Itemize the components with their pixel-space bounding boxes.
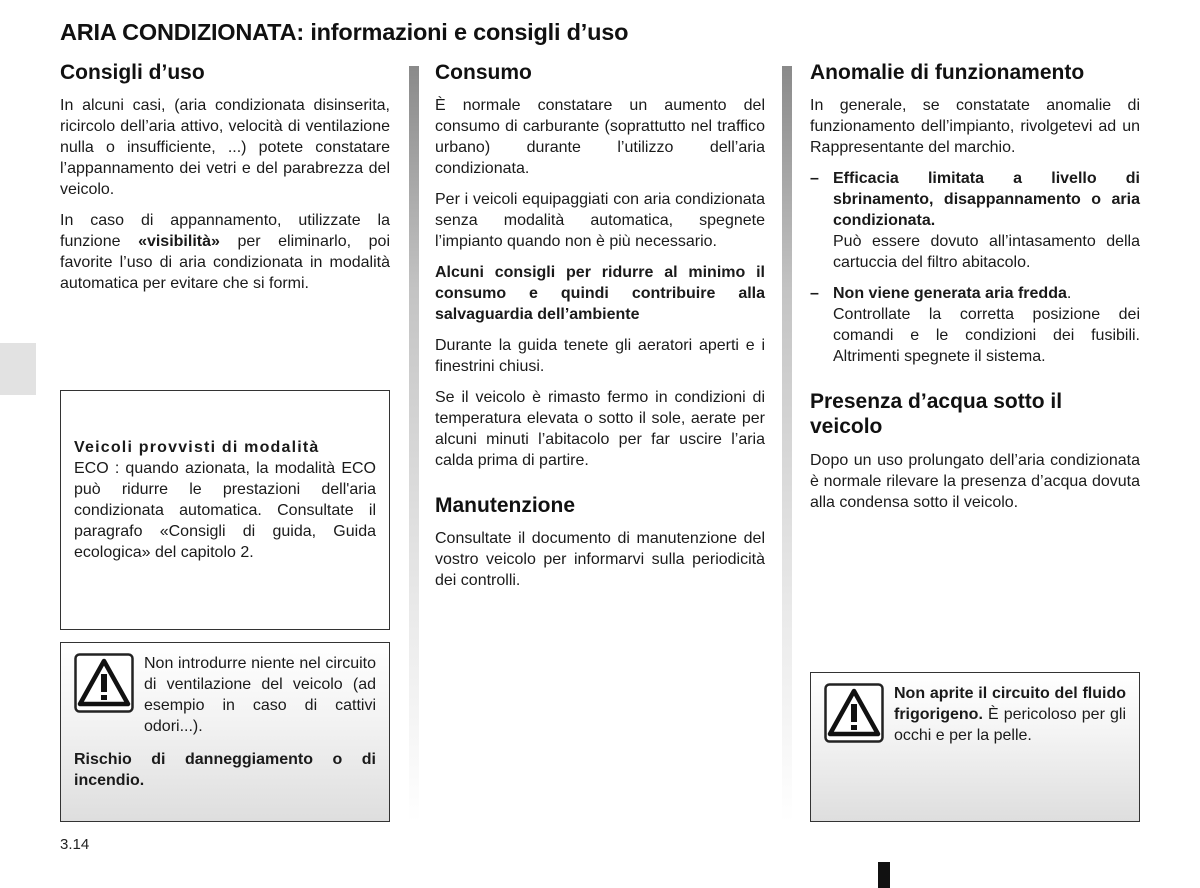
section-heading-consigli: Consigli d’uso bbox=[60, 61, 205, 84]
text: ECO : quando azionata, la modalità ECO può ridurre le prestazioni dell'aria condizionata automatica. Consultate il paragrafo «Consigli di guida, Guida ecologica» del capitolo 2. bbox=[74, 460, 376, 561]
warning-bold: Non aprite il circuito del fluido frigorigeno. bbox=[894, 685, 1126, 723]
warning-row bbox=[74, 653, 376, 737]
paragraph: Per i veicoli equipaggiati con aria condizionata senza modalità automatica, spegnete l’impianto quando non è più necessario. bbox=[435, 191, 765, 251]
list-item: – Non viene generata aria fredda. Controllate la corretta posizione dei comandi e le condizioni dei fusibili. Altrimenti spegnete il sistema. bbox=[810, 285, 1140, 366]
warning-box-ventilation bbox=[60, 642, 390, 822]
text: È pericoloso per gli occhi e per la pelle. bbox=[894, 706, 1126, 744]
page-edge-mark bbox=[878, 862, 890, 888]
list-item-title: Non viene generata aria fredda bbox=[833, 285, 1067, 303]
column-consumo bbox=[435, 60, 765, 601]
warning-triangle-icon bbox=[74, 653, 134, 713]
paragraph: Durante la guida tenete gli aeratori aperti e i finestrini chiusi. bbox=[435, 337, 765, 376]
warning-text bbox=[894, 683, 1126, 746]
column-anomalie bbox=[810, 60, 1140, 523]
section-heading-anomalie: Anomalie di funzionamento bbox=[810, 61, 1085, 84]
warning-row bbox=[824, 683, 1126, 746]
chapter-tab bbox=[0, 343, 36, 395]
paragraph bbox=[60, 210, 390, 294]
paragraph: Dopo un uso prolungato dell’aria condizionata è normale rilevare la presenza d’acqua dovuta alla condensa sotto il veicolo. bbox=[810, 451, 1140, 511]
paragraph: In generale, se constatate anomalie di funzionamento dell’impianto, rivolgetevi ad un Rappresentante del marchio. bbox=[810, 97, 1140, 157]
paragraph: In alcuni casi, (aria condizionata disinserita, ricircolo dell’aria attivo, velocità di ventilazione nulla o insufficiente, ...) potete constatare l’appannamento dei vetri e del parabrezza del veicolo. bbox=[60, 97, 390, 199]
section-heading-manutenzione: Manutenzione bbox=[435, 494, 575, 518]
column-divider bbox=[782, 66, 792, 822]
warning-box-refrigerant bbox=[810, 672, 1140, 822]
paragraph bbox=[74, 437, 376, 563]
list-item bbox=[810, 168, 1140, 273]
list-item-text: Controllate la corretta posizione dei comandi e le condizioni dei fusibili. Altrimenti spegnete il sistema. bbox=[833, 306, 1140, 366]
list-item-text: Può essere dovuto all’intasamento della cartuccia del filtro abitacolo. bbox=[833, 233, 1140, 272]
column-consigli bbox=[60, 60, 390, 304]
section-heading-acqua: Presenza d’acqua sotto il veicolo bbox=[810, 390, 1063, 439]
text: In caso di appannamento, utilizzate la funzione bbox=[60, 212, 390, 251]
anomalie-list bbox=[810, 168, 1140, 367]
warning-text: Non introdurre niente nel circuito di ventilazione del veicolo (ad esempio in caso di cattivi odori...). bbox=[144, 655, 376, 735]
dash: – bbox=[810, 170, 819, 188]
section-heading-consumo: Consumo bbox=[435, 61, 532, 84]
paragraph: Consultate il documento di manutenzione del vostro veicolo per informarvi sulla periodicità dei controlli. bbox=[435, 530, 765, 590]
text: per eliminarlo, poi favorite l’uso di aria condizionata in modalità automatica per evitare che si formi. bbox=[60, 233, 390, 293]
page-title: ARIA CONDIZIONATA: informazioni e consigli d’uso bbox=[60, 19, 629, 45]
bold-term: Veicoli provvisti di modalità bbox=[74, 439, 320, 456]
warning-triangle-icon bbox=[824, 683, 884, 743]
column-divider bbox=[409, 66, 419, 822]
paragraph: È normale constatare un aumento del consumo di carburante (soprattutto nel traffico urbano) durante l’utilizzo dell’aria condizionata. bbox=[435, 97, 765, 178]
eco-info-box bbox=[60, 390, 390, 630]
bold-term: «visibilità» bbox=[138, 233, 220, 251]
paragraph: Se il veicolo è rimasto fermo in condizioni di temperatura elevata o sotto il sole, aerate per alcuni minuti l’abitacolo per far uscire l’aria calda prima di partire. bbox=[435, 389, 765, 470]
bold-paragraph: Alcuni consigli per ridurre al minimo il consumo e quindi contribuire alla salvaguardia dell’ambiente bbox=[435, 264, 765, 324]
page-number: 3.14 bbox=[60, 836, 90, 853]
warning-risk: Rischio di danneggiamento o di incendio. bbox=[74, 751, 376, 789]
dash: – bbox=[810, 285, 819, 303]
list-item-title: Efficacia limitata a livello di sbrinamento, disappannamento o aria condizionata. bbox=[833, 170, 1140, 230]
